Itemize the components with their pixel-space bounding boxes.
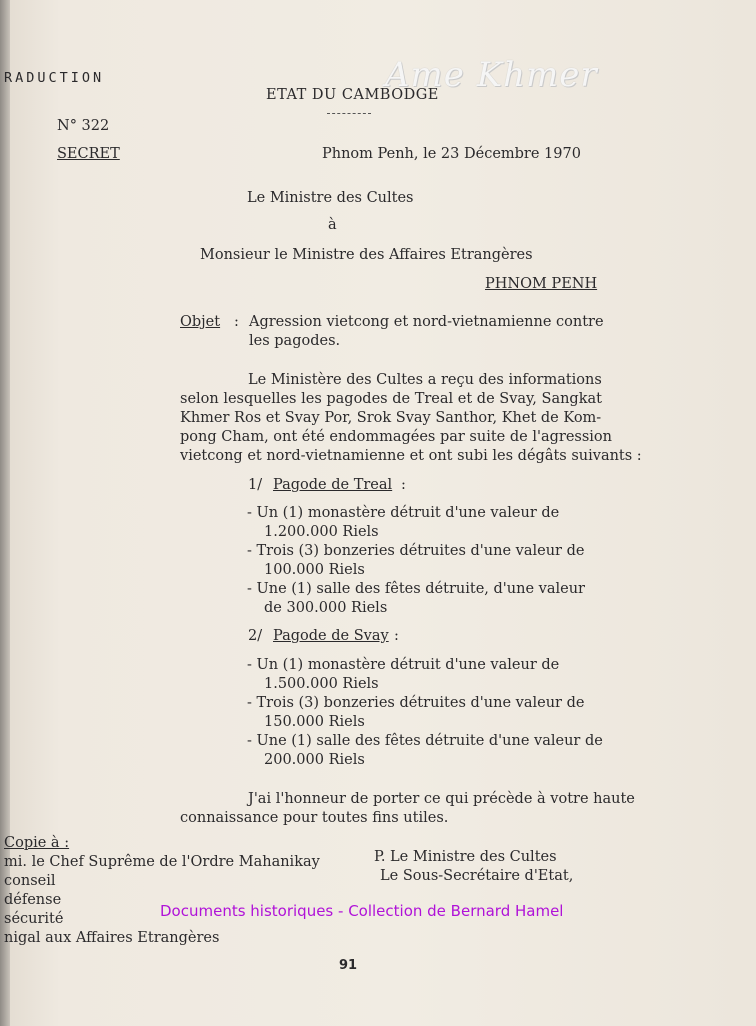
section-1-number: 1/ (248, 477, 263, 493)
objet-label: Objet (180, 314, 221, 330)
intro-line: selon lesquelles les pagodes de Treal et de Svay, Sangkat (180, 391, 602, 407)
damage-line: - Trois (3) bonzeries détruites d'une valeur de (247, 695, 585, 711)
damage-line: - Une (1) salle des fêtes détruite d'une valeur de (247, 733, 603, 749)
intro-line: Le Ministère des Cultes a reçu des informations (248, 372, 602, 388)
sender-title: Le Ministre des Cultes (247, 190, 414, 206)
recipient-city: PHNOM PENH (485, 276, 598, 292)
traduction-heading: RADUCTION (4, 70, 105, 86)
objet-line-1: Agression vietcong et nord-vietnamienne contre (249, 314, 604, 330)
damage-value: 100.000 Riels (264, 562, 365, 578)
copie-recipient: défense (4, 892, 62, 908)
recipient-title: Monsieur le Ministre des Affaires Etrangères (200, 247, 533, 263)
section-1-title: Pagode de Treal (273, 477, 393, 493)
damage-value: de 300.000 Riels (264, 600, 388, 616)
document-number: N° 322 (57, 118, 110, 134)
copie-recipient: mi. le Chef Suprême de l'Ordre Mahanikay (4, 854, 320, 870)
collection-credit: Documents historiques - Collection de Bernard Hamel (160, 902, 564, 920)
damage-value: 150.000 Riels (264, 714, 365, 730)
sender-a: à (328, 217, 337, 233)
copie-recipient: conseil (4, 873, 56, 889)
state-heading: ETAT DU CAMBODGE (266, 87, 439, 103)
signature-line-1: P. Le Ministre des Cultes (374, 849, 557, 865)
section-1-colon: : (401, 477, 406, 493)
intro-line: Khmer Ros et Svay Por, Srok Svay Santhor, Khet de Kom- (180, 410, 602, 426)
copie-label: Copie à : (4, 835, 70, 851)
damage-value: 1.200.000 Riels (264, 524, 379, 540)
section-2-colon: : (394, 628, 399, 644)
damage-line: - Trois (3) bonzeries détruites d'une valeur de (247, 543, 585, 559)
damage-line: - Une (1) salle des fêtes détruite, d'une valeur (247, 581, 585, 597)
section-2-number: 2/ (248, 628, 263, 644)
damage-line: - Un (1) monastère détruit d'une valeur de (247, 505, 560, 521)
objet-line-2: les pagodes. (249, 333, 341, 349)
heading-underline (327, 113, 371, 114)
copie-recipient: nigal aux Affaires Etrangères (4, 930, 220, 946)
damage-value: 1.500.000 Riels (264, 676, 379, 692)
signature-line-2: Le Sous-Secrétaire d'Etat, (380, 868, 574, 884)
place-date: Phnom Penh, le 23 Décembre 1970 (322, 146, 581, 162)
intro-line: pong Cham, ont été endommagées par suite de l'agression (180, 429, 612, 445)
damage-line: - Un (1) monastère détruit d'une valeur de (247, 657, 560, 673)
closing-line-1: J'ai l'honneur de porter ce qui précède à votre haute (248, 791, 635, 807)
section-2-title: Pagode de Svay (273, 628, 389, 644)
damage-value: 200.000 Riels (264, 752, 365, 768)
watermark-logo: Ame Khmer (385, 55, 598, 95)
copie-recipient: sécurité (4, 911, 64, 927)
intro-line: vietcong et nord-vietnamienne et ont subi les dégâts suivants : (180, 448, 642, 464)
secret-label: SECRET (57, 146, 120, 162)
page-number: 91 (339, 958, 358, 973)
closing-line-2: connaissance pour toutes fins utiles. (180, 810, 449, 826)
objet-colon: : (234, 314, 239, 330)
